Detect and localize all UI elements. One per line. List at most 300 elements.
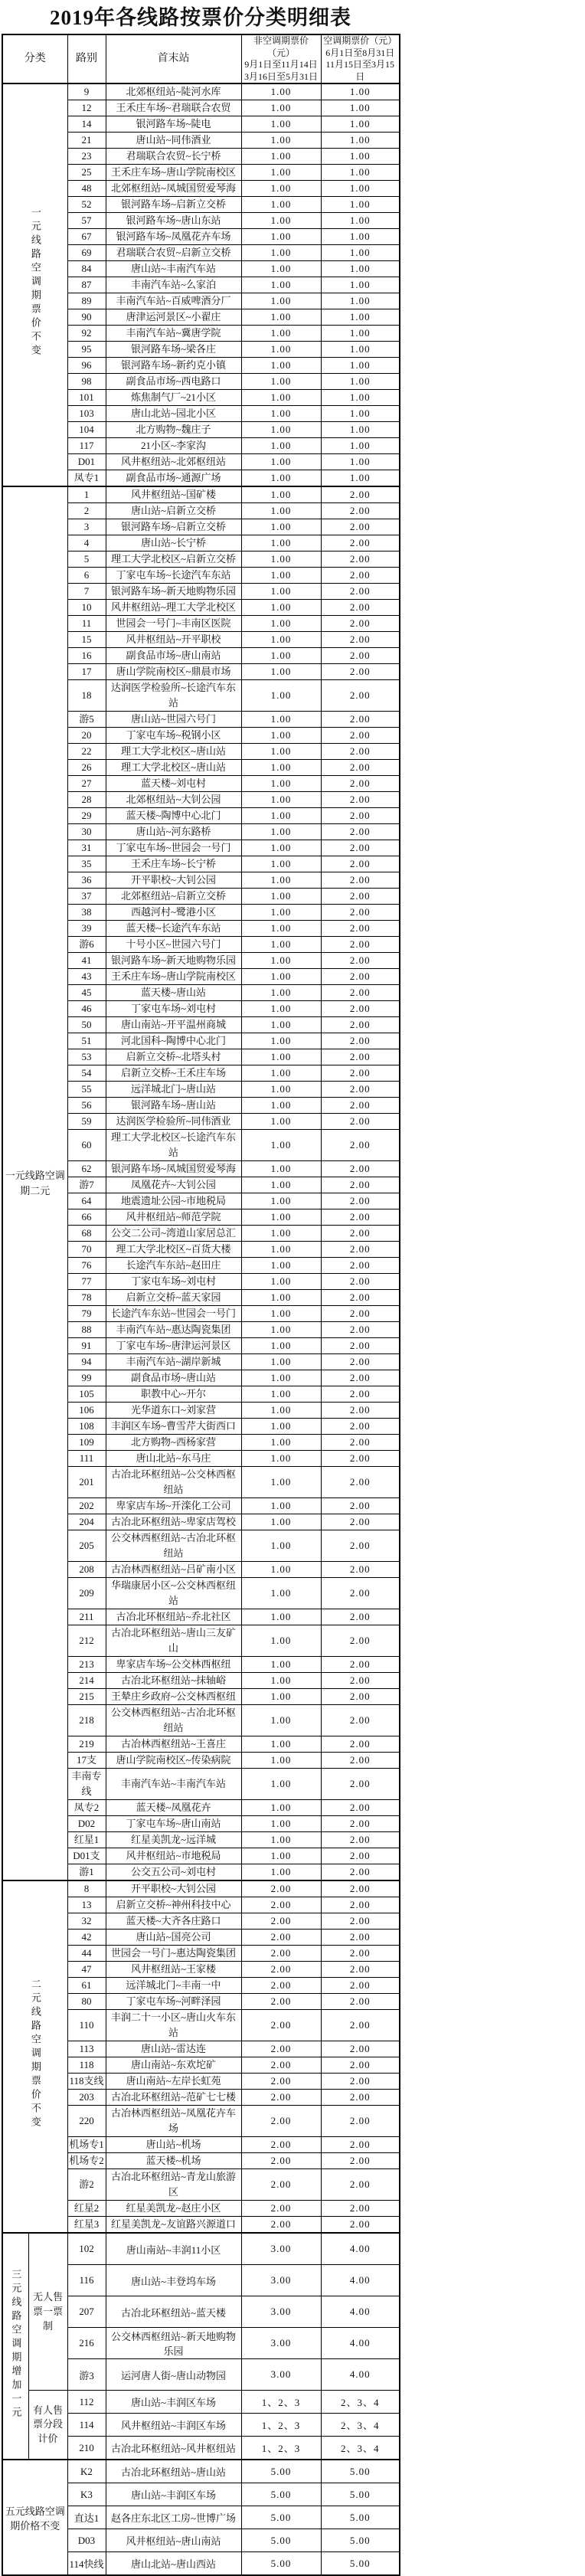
- ac-price-cell: 1.00: [321, 100, 400, 116]
- stations-cell: 丰南汽车站~丰南汽车站: [106, 1769, 241, 1800]
- route-cell: 67: [67, 229, 106, 245]
- ac-price-cell: 2.00: [321, 760, 400, 776]
- route-cell: 11: [67, 616, 106, 632]
- ac-price-cell: 2.00: [321, 1930, 400, 1946]
- route-cell: 37: [67, 889, 106, 905]
- stations-cell: 银河路车场~新天地购物乐园: [106, 953, 241, 969]
- ac-price-cell: 2.00: [321, 2090, 400, 2106]
- ac-price-cell: 1.00: [321, 133, 400, 149]
- non-ac-price-cell: 1.00: [241, 1467, 321, 1498]
- route-cell: 45: [67, 985, 106, 1001]
- non-ac-price-cell: 1.00: [241, 969, 321, 985]
- route-cell: 23: [67, 149, 106, 165]
- stations-cell: 丁家屯车场~长途汽车东站: [106, 568, 241, 584]
- route-cell: 94: [67, 1354, 106, 1370]
- route-cell: 209: [67, 1578, 106, 1609]
- non-ac-price-cell: 1.00: [241, 1578, 321, 1609]
- route-cell: 48: [67, 181, 106, 197]
- non-ac-price-cell: 1.00: [241, 937, 321, 953]
- stations-cell: 唐山站~雷达连: [106, 2041, 241, 2057]
- stations-cell: 启新立交桥~王禾庄车场: [106, 1065, 241, 1082]
- non-ac-price-cell: 1.00: [241, 1017, 321, 1033]
- ac-period-1: 6月1日至8月31日: [325, 47, 395, 58]
- route-cell: 62: [67, 1161, 106, 1177]
- route-cell: 42: [67, 1930, 106, 1946]
- non-ac-price-cell: 2.00: [241, 2137, 321, 2153]
- non-ac-price-cell: 1.00: [241, 776, 321, 792]
- non-ac-price-cell: 1.00: [241, 1114, 321, 1130]
- route-cell: 28: [67, 792, 106, 808]
- non-ac-price-cell: 1.00: [241, 648, 321, 664]
- non-ac-price-cell: 1.00: [241, 728, 321, 744]
- non-ac-price-cell: 1.00: [241, 181, 321, 197]
- ac-price-cell: 2.00: [321, 2074, 400, 2090]
- ac-price-cell: 2.00: [321, 1816, 400, 1832]
- route-cell: 111: [67, 1451, 106, 1467]
- ac-price-cell: 2.00: [321, 1193, 400, 1209]
- route-cell: 212: [67, 1625, 106, 1657]
- route-cell: 红星3: [67, 2217, 106, 2234]
- ac-price-cell: 1.00: [321, 422, 400, 438]
- route-cell: 游2: [67, 2169, 106, 2201]
- category-cell: [2, 1880, 67, 2233]
- route-cell: 219: [67, 1736, 106, 1753]
- stations-cell: 副食品市场~西电路口: [106, 374, 241, 390]
- non-ac-price-cell: 1.00: [241, 438, 321, 454]
- stations-cell: 银河路车场~唐山东站: [106, 213, 241, 229]
- ac-price-cell: 1.00: [321, 277, 400, 293]
- non-ac-price-cell: 1.00: [241, 1816, 321, 1832]
- stations-cell: 公交林西枢纽站~古冶北环枢纽站: [106, 1530, 241, 1562]
- route-cell: 游3: [67, 2359, 106, 2391]
- stations-cell: 红星美凯龙~赵庄小区: [106, 2201, 241, 2217]
- ac-price-cell: 2.00: [321, 1242, 400, 1258]
- route-cell: 87: [67, 277, 106, 293]
- non-ac-price-cell: 1.00: [241, 422, 321, 438]
- ac-price-cell: 2.00: [321, 600, 400, 616]
- ac-price-cell: 5.00: [321, 2506, 400, 2529]
- stations-cell: 古冶北环枢纽站~公交林西枢纽站: [106, 1467, 241, 1498]
- route-cell: 39: [67, 921, 106, 937]
- non-ac-price-cell: 1.00: [241, 1562, 321, 1578]
- non-ac-price-cell: 2.00: [241, 1978, 321, 1994]
- non-ac-price-cell: 1.00: [241, 1800, 321, 1816]
- ac-price-cell: 2.00: [321, 1258, 400, 1274]
- ac-price-cell: 2.00: [321, 840, 400, 856]
- non-ac-price-cell: 1.00: [241, 1354, 321, 1370]
- ac-price-cell: 2.00: [321, 744, 400, 760]
- stations-cell: 理工大学北校区~唐山站: [106, 744, 241, 760]
- non-ac-price-cell: 3.00: [241, 2296, 321, 2328]
- non-ac-price-cell: 2.00: [241, 1946, 321, 1962]
- ac-price-cell: 2.00: [321, 2106, 400, 2137]
- non-ac-price-cell: 1.00: [241, 277, 321, 293]
- stations-cell: 丰南汽车站~百威啤酒分厂: [106, 293, 241, 309]
- category-label: 一元线路空调期二元: [5, 1170, 65, 1197]
- route-cell: 游1: [67, 1864, 106, 1881]
- non-ac-price-cell: 1.00: [241, 1226, 321, 1242]
- ac-price-cell: 1.00: [321, 229, 400, 245]
- stations-cell: 古冶北环枢纽站~唐山站: [106, 2460, 241, 2483]
- route-cell: 38: [67, 905, 106, 921]
- route-cell: 61: [67, 1978, 106, 1994]
- ac-price-cell: 5.00: [321, 2552, 400, 2576]
- ac-price-cell: 2.00: [321, 808, 400, 824]
- category-cell: [2, 486, 67, 1880]
- stations-cell: 古冶北环枢纽站~蓝天楼: [106, 2296, 241, 2328]
- route-cell: 红星1: [67, 1832, 106, 1848]
- ac-price-cell: 2.00: [321, 969, 400, 985]
- ac-price-cell: 2.00: [321, 584, 400, 600]
- non-ac-price-cell: 2.00: [241, 2201, 321, 2217]
- ac-price-cell: 2.00: [321, 1354, 400, 1370]
- stations-cell: 风井枢纽站~国矿楼: [106, 486, 241, 503]
- stations-cell: 红星美凯龙~远洋城: [106, 1832, 241, 1848]
- ac-price-cell: 1.00: [321, 213, 400, 229]
- ac-price-cell: 1.00: [321, 470, 400, 487]
- stations-cell: 蓝天楼~机场: [106, 2153, 241, 2169]
- non-ac-price-cell: 1.00: [241, 1769, 321, 1800]
- non-ac-price-cell: 1.00: [241, 1001, 321, 1017]
- stations-cell: 开平职校~大钊公园: [106, 872, 241, 889]
- ac-price-cell: 2.00: [321, 937, 400, 953]
- route-cell: 66: [67, 1209, 106, 1226]
- non-ac-price-cell: 1.00: [241, 100, 321, 116]
- col-header-ac: [321, 34, 400, 83]
- stations-cell: 理工大学北校区~启新立交桥: [106, 552, 241, 568]
- non-ac-price-cell: 1.00: [241, 149, 321, 165]
- non-ac-price-cell: 2.00: [241, 1930, 321, 1946]
- stations-cell: 世园会一号门~丰南区医院: [106, 616, 241, 632]
- ac-price-cell: 2.00: [321, 872, 400, 889]
- route-cell: 52: [67, 197, 106, 213]
- route-cell: 79: [67, 1306, 106, 1322]
- ac-price-cell: 2.00: [321, 1705, 400, 1736]
- route-cell: 43: [67, 969, 106, 985]
- stations-cell: 卑家店车场~开滦化工公司: [106, 1498, 241, 1514]
- non-ac-price-cell: 1.00: [241, 1530, 321, 1562]
- route-cell: 机场专2: [67, 2153, 106, 2169]
- ac-price-cell: 1.00: [321, 438, 400, 454]
- non-ac-title: 非空调期票价（元）: [253, 35, 309, 58]
- stations-cell: 唐山学院南校区~传染病院: [106, 1753, 241, 1769]
- non-ac-price-cell: 5.00: [241, 2529, 321, 2552]
- non-ac-price-cell: 1.00: [241, 309, 321, 326]
- stations-cell: 银河路车场~启新立交桥: [106, 519, 241, 535]
- ac-price-cell: 2.00: [321, 1769, 400, 1800]
- route-cell: 110: [67, 2010, 106, 2041]
- non-ac-price-cell: 1.00: [241, 905, 321, 921]
- ac-price-cell: 2.00: [321, 1451, 400, 1467]
- stations-cell: 王禾庄车场~君瑞联合农贸: [106, 100, 241, 116]
- fare-table: [2, 34, 400, 2576]
- non-ac-price-cell: 2.00: [241, 1962, 321, 1978]
- non-ac-price-cell: 2.00: [241, 1880, 321, 1897]
- non-ac-price-cell: 1.00: [241, 165, 321, 181]
- ac-price-cell: 2.00: [321, 2217, 400, 2234]
- category-label: 一元线路空调期票价不变: [29, 207, 41, 359]
- non-ac-price-cell: 1.00: [241, 1689, 321, 1705]
- non-ac-price-cell: 1.00: [241, 116, 321, 133]
- route-cell: 117: [67, 438, 106, 454]
- route-cell: 76: [67, 1258, 106, 1274]
- route-cell: 8: [67, 1880, 106, 1897]
- ac-price-cell: 2.00: [321, 1065, 400, 1082]
- ac-price-cell: 2.00: [321, 1049, 400, 1065]
- route-cell: 56: [67, 1098, 106, 1114]
- ac-price-cell: 2.00: [321, 1673, 400, 1689]
- non-ac-price-cell: 1.00: [241, 1082, 321, 1098]
- route-cell: 21: [67, 133, 106, 149]
- route-cell: 220: [67, 2106, 106, 2137]
- stations-cell: 唐山站~世园六号门: [106, 712, 241, 728]
- non-ac-price-cell: 1.00: [241, 1625, 321, 1657]
- route-cell: 16: [67, 648, 106, 664]
- non-ac-price-cell: 1.00: [241, 953, 321, 969]
- stations-cell: 长途汽车东站~赵田庄: [106, 1258, 241, 1274]
- stations-cell: 风井枢纽站~开平职校: [106, 632, 241, 648]
- table-row: [2, 2460, 400, 2483]
- route-cell: D01: [67, 454, 106, 470]
- non-ac-price-cell: 1.00: [241, 1258, 321, 1274]
- stations-cell: 唐山学院南校区~鼎晨市场: [106, 664, 241, 680]
- route-cell: 103: [67, 406, 106, 422]
- stations-cell: 炼焦制气厂~21小区: [106, 390, 241, 406]
- non-ac-price-cell: 5.00: [241, 2506, 321, 2529]
- non-ac-price-cell: 1.00: [241, 1209, 321, 1226]
- stations-cell: 风井枢纽站~师范学院: [106, 1209, 241, 1226]
- stations-cell: 蓝天楼~唐山站: [106, 985, 241, 1001]
- non-ac-price-cell: 5.00: [241, 2460, 321, 2483]
- ac-price-cell: 2.00: [321, 1274, 400, 1290]
- ac-price-cell: 2.00: [321, 1386, 400, 1403]
- table-row: [2, 2233, 400, 2265]
- ac-price-cell: 1.00: [321, 390, 400, 406]
- stations-cell: 唐山站~同伟酒业: [106, 133, 241, 149]
- stations-cell: 蓝天楼~刘屯村: [106, 776, 241, 792]
- stations-cell: 蓝天楼~大齐各庄路口: [106, 1913, 241, 1930]
- non-ac-price-cell: 3.00: [241, 2265, 321, 2296]
- stations-cell: 职教中心~开尔: [106, 1386, 241, 1403]
- non-ac-price-cell: 1.00: [241, 1673, 321, 1689]
- route-cell: 44: [67, 1946, 106, 1962]
- ac-price-cell: 1.00: [321, 197, 400, 213]
- non-ac-price-cell: 1、2、3: [241, 2437, 321, 2460]
- route-cell: D01支: [67, 1848, 106, 1864]
- stations-cell: 达润医学检验所~长途汽车东站: [106, 680, 241, 712]
- stations-cell: 光华道东口~刘家营: [106, 1403, 241, 1419]
- non-ac-price-cell: 2.00: [241, 2169, 321, 2201]
- stations-cell: 唐山站~丰润区车场: [106, 2483, 241, 2506]
- non-ac-price-cell: 1.00: [241, 1177, 321, 1193]
- ac-price-cell: 2.00: [321, 1978, 400, 1994]
- stations-cell: 北郊枢纽站~凤城国贸爱琴海: [106, 181, 241, 197]
- route-cell: 41: [67, 953, 106, 969]
- stations-cell: 风井枢纽站~唐山南站: [106, 2529, 241, 2552]
- stations-cell: 丰润二十一小区~唐山火车东站: [106, 2010, 241, 2041]
- route-cell: 92: [67, 326, 106, 342]
- route-cell: 10: [67, 600, 106, 616]
- ac-price-cell: 2.00: [321, 776, 400, 792]
- stations-cell: 丁家屯车场~世园会一号门: [106, 840, 241, 856]
- table-row: [2, 1880, 400, 1897]
- ac-price-cell: 2.00: [321, 824, 400, 840]
- ac-price-cell: 2.00: [321, 1435, 400, 1451]
- non-ac-price-cell: 1.00: [241, 245, 321, 261]
- category-label: 五元线路空调期价格不变: [5, 2505, 65, 2532]
- route-cell: 106: [67, 1403, 106, 1419]
- page-title: 2019年各线路按票价分类明细表: [50, 6, 351, 29]
- non-ac-period-2: 3月16日至5月31日: [243, 70, 318, 82]
- stations-cell: 启新立交桥~北塔头村: [106, 1049, 241, 1065]
- ac-price-cell: 4.00: [321, 2296, 400, 2328]
- route-cell: 20: [67, 728, 106, 744]
- ac-price-cell: 2.00: [321, 1290, 400, 1306]
- ac-price-cell: 2.00: [321, 519, 400, 535]
- route-cell: 50: [67, 1017, 106, 1033]
- route-cell: 98: [67, 374, 106, 390]
- non-ac-price-cell: 1.00: [241, 840, 321, 856]
- route-cell: 113: [67, 2041, 106, 2057]
- stations-cell: 君瑞联合农贸~启新立交桥: [106, 245, 241, 261]
- route-cell: 114: [67, 2414, 106, 2437]
- stations-cell: 君瑞联合农贸~长宁桥: [106, 149, 241, 165]
- stations-cell: 王禾庄车场~唐山学院南校区: [106, 165, 241, 181]
- non-ac-price-cell: 1.00: [241, 470, 321, 487]
- non-ac-price-cell: 1.00: [241, 1514, 321, 1530]
- route-cell: 凤专2: [67, 1800, 106, 1816]
- non-ac-price-cell: 1.00: [241, 680, 321, 712]
- ac-price-cell: 2.00: [321, 2153, 400, 2169]
- ac-price-cell: 2.00: [321, 1161, 400, 1177]
- route-cell: 114快线: [67, 2552, 106, 2576]
- route-cell: 1: [67, 486, 106, 503]
- non-ac-price-cell: 2.00: [241, 2010, 321, 2041]
- route-cell: 118支线: [67, 2074, 106, 2090]
- non-ac-price-cell: 1.00: [241, 1753, 321, 1769]
- ac-price-cell: 2.00: [321, 1562, 400, 1578]
- stations-cell: 蓝天楼~长途汽车东站: [106, 921, 241, 937]
- stations-cell: 古冶北环枢纽站~青龙山旅游区: [106, 2169, 241, 2201]
- non-ac-price-cell: 2.00: [241, 2090, 321, 2106]
- stations-cell: 银河路车场~梁各庄: [106, 342, 241, 358]
- route-cell: 31: [67, 840, 106, 856]
- stations-cell: 唐津运河景区~小翟庄: [106, 309, 241, 326]
- stations-cell: 副食品市场~通源广场: [106, 470, 241, 487]
- ac-price-cell: 2.00: [321, 792, 400, 808]
- stations-cell: 古冶林西枢纽站~吕矿南小区: [106, 1562, 241, 1578]
- stations-cell: 公交五公司~刘屯村: [106, 1864, 241, 1881]
- ac-price-cell: 2.00: [321, 889, 400, 905]
- non-ac-price-cell: 1.00: [241, 1609, 321, 1625]
- ac-price-cell: 2.00: [321, 2201, 400, 2217]
- stations-cell: 赵各庄东北区工房~世博广场: [106, 2506, 241, 2529]
- non-ac-price-cell: 1.00: [241, 1386, 321, 1403]
- route-cell: 77: [67, 1274, 106, 1290]
- ac-period-2: 11月15日至3月15日: [325, 59, 395, 82]
- category-cell: [2, 2233, 28, 2460]
- ac-price-cell: 2.00: [321, 1209, 400, 1226]
- ac-price-cell: 2.00: [321, 1880, 400, 1897]
- stations-cell: 王禾庄车场~长宁桥: [106, 856, 241, 872]
- stations-cell: 北方购物~魏庄子: [106, 422, 241, 438]
- ac-price-cell: 2.00: [321, 1625, 400, 1657]
- ac-price-cell: 2.00: [321, 632, 400, 648]
- ac-price-cell: 2.00: [321, 2057, 400, 2074]
- table-row: [2, 83, 400, 100]
- ac-price-cell: 2.00: [321, 1306, 400, 1322]
- route-cell: 213: [67, 1657, 106, 1673]
- stations-cell: 唐山站~丰南汽车站: [106, 261, 241, 277]
- ac-price-cell: 1.00: [321, 374, 400, 390]
- stations-cell: 副食品市场~唐山站: [106, 1370, 241, 1386]
- stations-cell: 唐山站~长宁桥: [106, 535, 241, 552]
- stations-cell: 丁家屯车场~刘屯村: [106, 1274, 241, 1290]
- stations-cell: 唐山北站~东马庄: [106, 1451, 241, 1467]
- non-ac-price-cell: 1.00: [241, 808, 321, 824]
- ac-price-cell: 2.00: [321, 1962, 400, 1978]
- ac-price-cell: 2.00: [321, 535, 400, 552]
- col-header-category: 分类: [2, 34, 67, 83]
- stations-cell: 理工大学北校区~长途汽车东站: [106, 1130, 241, 1161]
- route-cell: 32: [67, 1913, 106, 1930]
- route-cell: 112: [67, 2391, 106, 2414]
- route-cell: D02: [67, 1816, 106, 1832]
- route-cell: 5: [67, 552, 106, 568]
- col-header-route: 路别: [67, 34, 106, 83]
- stations-cell: 理工大学北校区~百货大楼: [106, 1242, 241, 1258]
- non-ac-price-cell: 1.00: [241, 503, 321, 519]
- table-header-row: [2, 34, 400, 83]
- ac-price-cell: 2.00: [321, 1338, 400, 1354]
- route-cell: 22: [67, 744, 106, 760]
- ac-price-cell: 2.00: [321, 1130, 400, 1161]
- ac-price-cell: 1.00: [321, 358, 400, 374]
- stations-cell: 丰南汽车站~湖岸新城: [106, 1354, 241, 1370]
- route-cell: 54: [67, 1065, 106, 1082]
- ac-price-cell: 2.00: [321, 1082, 400, 1098]
- non-ac-price-cell: 1.00: [241, 374, 321, 390]
- route-cell: 游6: [67, 937, 106, 953]
- non-ac-price-cell: 1.00: [241, 1498, 321, 1514]
- route-cell: 游5: [67, 712, 106, 728]
- route-cell: 27: [67, 776, 106, 792]
- table-row: [2, 486, 400, 503]
- stations-cell: 河北国科~陶博中心北门: [106, 1033, 241, 1049]
- ac-price-cell: 2.00: [321, 680, 400, 712]
- non-ac-price-cell: 1.00: [241, 1419, 321, 1435]
- stations-cell: 唐山南站~开平温州商城: [106, 1017, 241, 1033]
- route-cell: 208: [67, 1562, 106, 1578]
- route-cell: 60: [67, 1130, 106, 1161]
- stations-cell: 公交林西枢纽站~新天地购物乐园: [106, 2328, 241, 2359]
- stations-cell: 达润医学检验所~同伟酒业: [106, 1114, 241, 1130]
- route-cell: 12: [67, 100, 106, 116]
- non-ac-price-cell: 3.00: [241, 2328, 321, 2359]
- stations-cell: 风井枢纽站~北郊枢纽站: [106, 454, 241, 470]
- stations-cell: 风井枢纽站~市地税局: [106, 1848, 241, 1864]
- stations-cell: 红星美凯龙~友谊路兴源道口: [106, 2217, 241, 2234]
- subcategory-cell: 无人售票一票制: [28, 2233, 67, 2391]
- category-label: 二元线路空调期票价不变: [29, 1979, 41, 2131]
- stations-cell: 副食品市场~唐山南站: [106, 648, 241, 664]
- non-ac-price-cell: 1.00: [241, 872, 321, 889]
- stations-cell: 风井枢纽站~丰润区车场: [106, 2414, 241, 2437]
- route-cell: 68: [67, 1226, 106, 1242]
- route-cell: 57: [67, 213, 106, 229]
- non-ac-price-cell: 1.00: [241, 600, 321, 616]
- non-ac-price-cell: 1.00: [241, 1705, 321, 1736]
